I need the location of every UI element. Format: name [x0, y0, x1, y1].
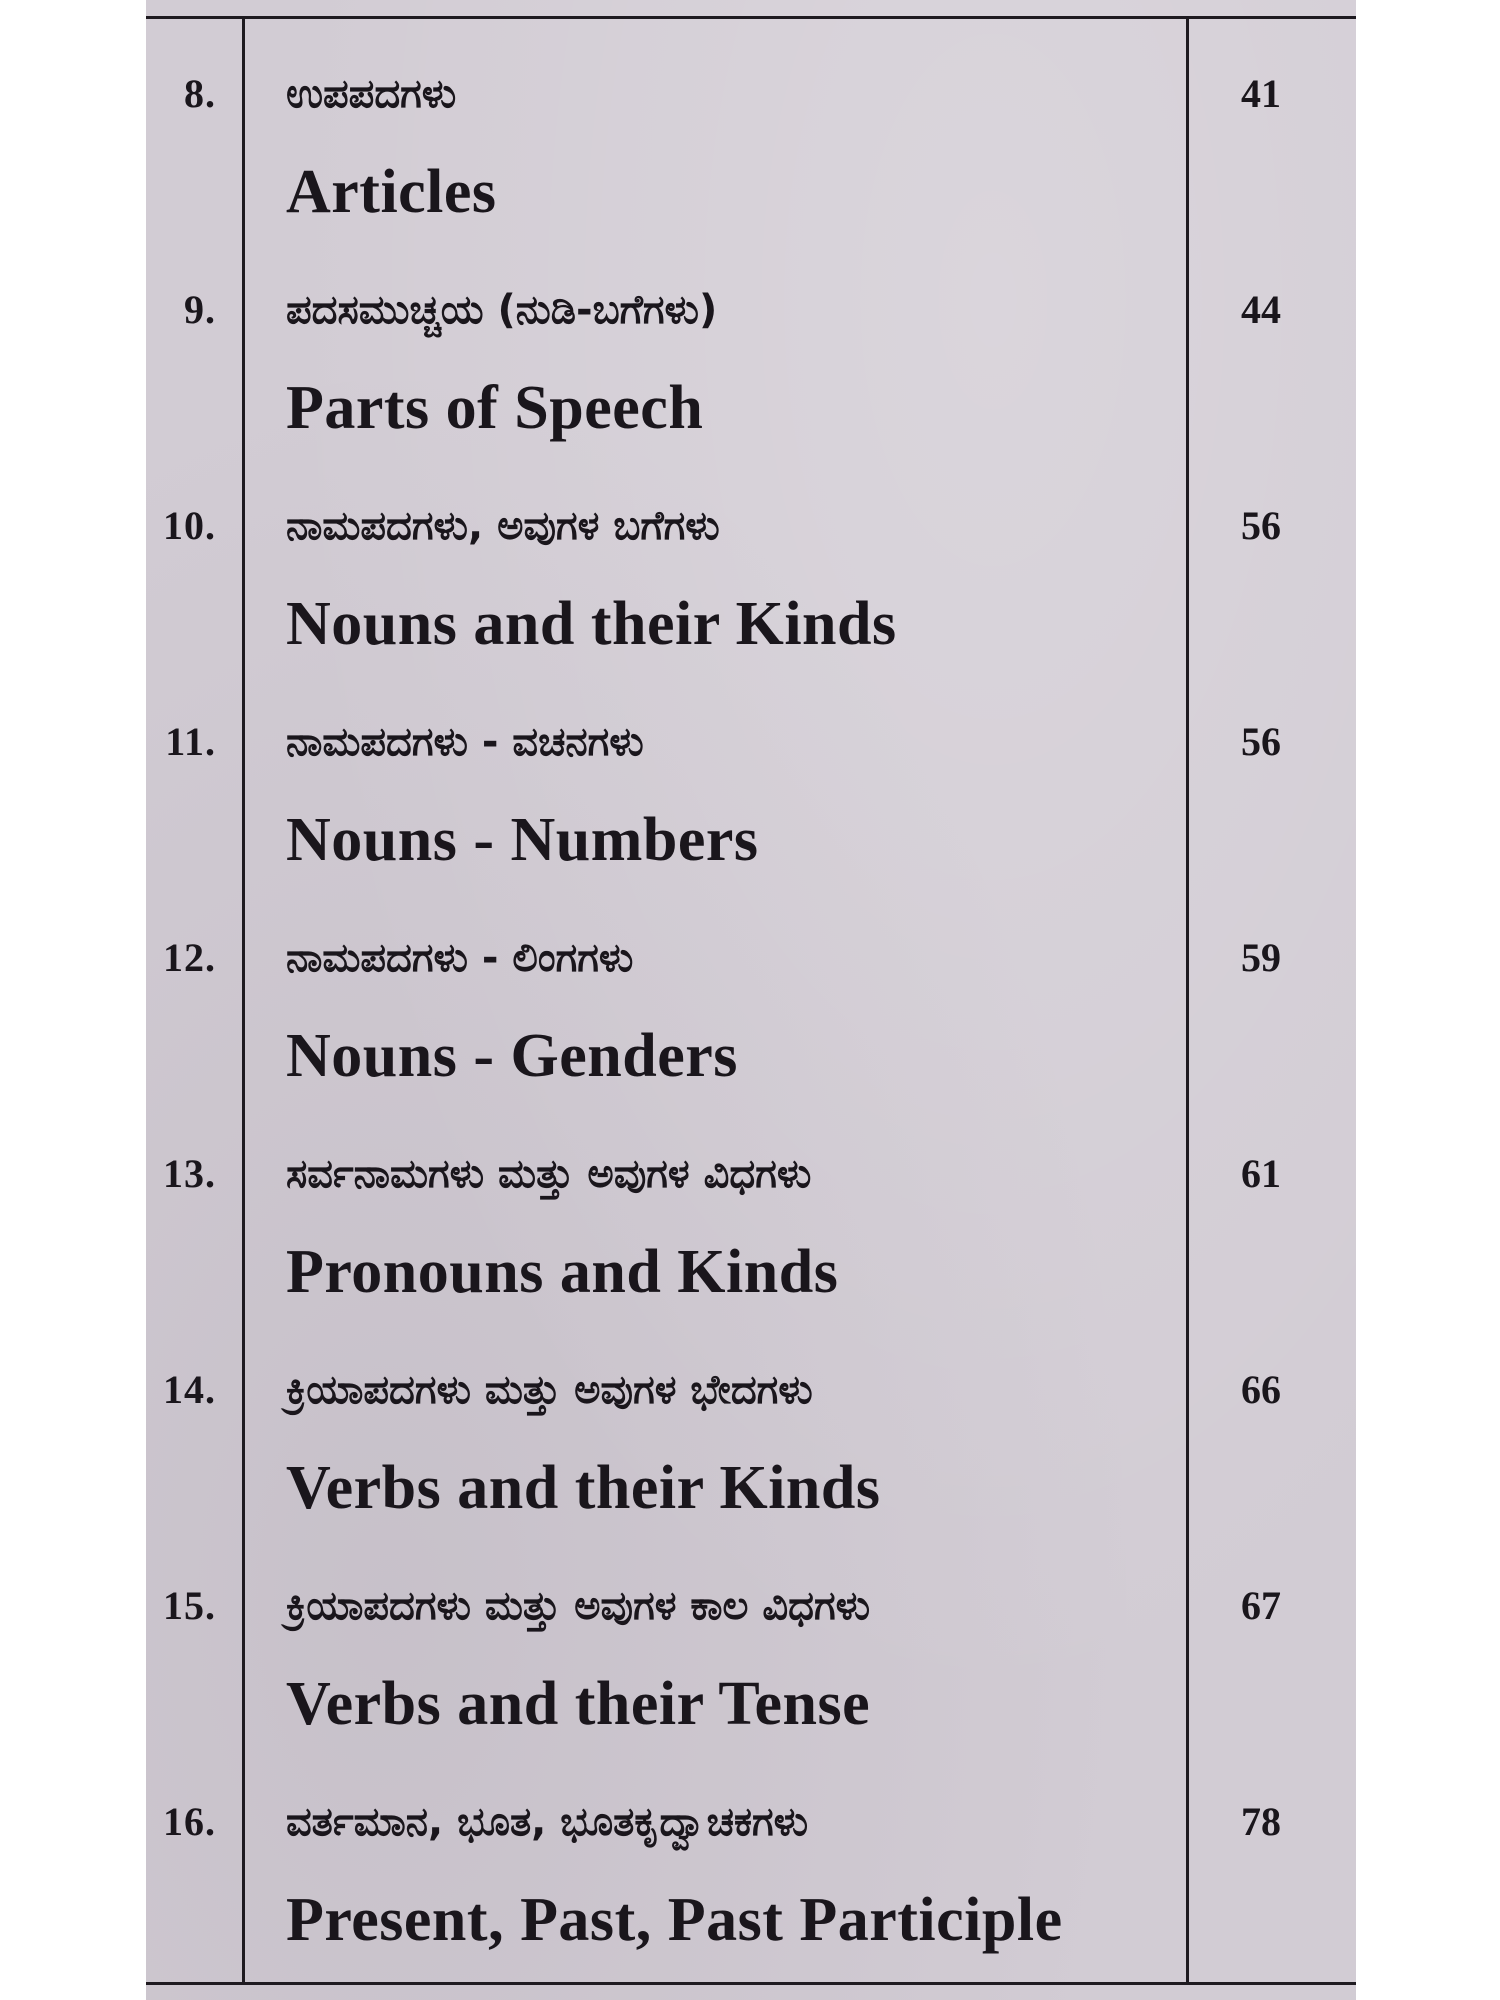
chapter-title-english: Pronouns and Kinds — [286, 1238, 839, 1306]
chapter-number: 14. — [163, 1367, 216, 1412]
table-top-border — [146, 16, 1356, 19]
toc-entry — [146, 498, 1356, 714]
page-number: 66 — [1241, 1367, 1281, 1412]
chapter-title-kannada: ನಾಮಪದಗಳು, ಅವುಗಳ ಬಗೆಗಳು — [286, 503, 720, 549]
chapter-number: 15. — [163, 1583, 216, 1628]
page-number: 56 — [1241, 503, 1281, 548]
chapter-number: 8. — [184, 71, 216, 116]
chapter-title-kannada: ನಾಮಪದಗಳು - ವಚನಗಳು — [286, 719, 644, 765]
toc-entry — [146, 1578, 1356, 1794]
chapter-title-kannada: ನಾಮಪದಗಳು - ಲಿಂಗಗಳು — [286, 935, 634, 981]
chapter-title-english: Nouns - Genders — [286, 1022, 738, 1090]
chapter-number: 11. — [165, 719, 216, 764]
page-number: 41 — [1241, 71, 1281, 116]
chapter-title-kannada: ಸರ್ವನಾಮಗಳು ಮತ್ತು ಅವುಗಳ ವಿಧಗಳು — [286, 1151, 812, 1197]
chapter-number: 16. — [163, 1799, 216, 1844]
toc-entry — [146, 66, 1356, 282]
chapter-title-kannada: ಪದಸಮುಚ್ಚಯ (ನುಡಿ-ಬಗೆಗಳು) — [286, 287, 718, 333]
chapter-title-kannada: ಕ್ರಿಯಾಪದಗಳು ಮತ್ತು ಅವುಗಳ ಭೇದಗಳು — [286, 1367, 813, 1413]
book-page — [146, 0, 1356, 2000]
page-number: 44 — [1241, 287, 1281, 332]
chapter-title-kannada: ವರ್ತಮಾನ, ಭೂತ, ಭೂತಕೃದ್ವಾಚಕಗಳು — [286, 1799, 809, 1845]
chapter-number: 13. — [163, 1151, 216, 1196]
toc-entry — [146, 1362, 1356, 1578]
page-number: 61 — [1241, 1151, 1281, 1196]
chapter-title-english: Verbs and their Kinds — [286, 1454, 881, 1522]
chapter-title-english: Nouns - Numbers — [286, 806, 759, 874]
toc-entry — [146, 714, 1356, 930]
toc-entry — [146, 282, 1356, 498]
chapter-title-kannada: ಉಪಪದಗಳು — [286, 71, 457, 117]
chapter-title-english: Verbs and their Tense — [286, 1670, 871, 1738]
chapter-number: 10. — [163, 503, 216, 548]
toc-entry — [146, 1794, 1356, 2000]
chapter-number: 12. — [163, 935, 216, 980]
page-number: 78 — [1241, 1799, 1281, 1844]
chapter-title-english: Nouns and their Kinds — [286, 590, 897, 658]
chapter-title-kannada: ಕ್ರಿಯಾಪದಗಳು ಮತ್ತು ಅವುಗಳ ಕಾಲ ವಿಧಗಳು — [286, 1583, 871, 1629]
chapter-title-english: Articles — [286, 158, 497, 226]
chapter-title-english: Present, Past, Past Participle — [286, 1886, 1063, 1954]
chapter-title-english: Parts of Speech — [286, 374, 704, 442]
toc-entry — [146, 930, 1356, 1146]
chapter-number: 9. — [184, 287, 216, 332]
page-number: 56 — [1241, 719, 1281, 764]
page-number: 67 — [1241, 1583, 1281, 1628]
page-number: 59 — [1241, 935, 1281, 980]
toc-entry — [146, 1146, 1356, 1362]
